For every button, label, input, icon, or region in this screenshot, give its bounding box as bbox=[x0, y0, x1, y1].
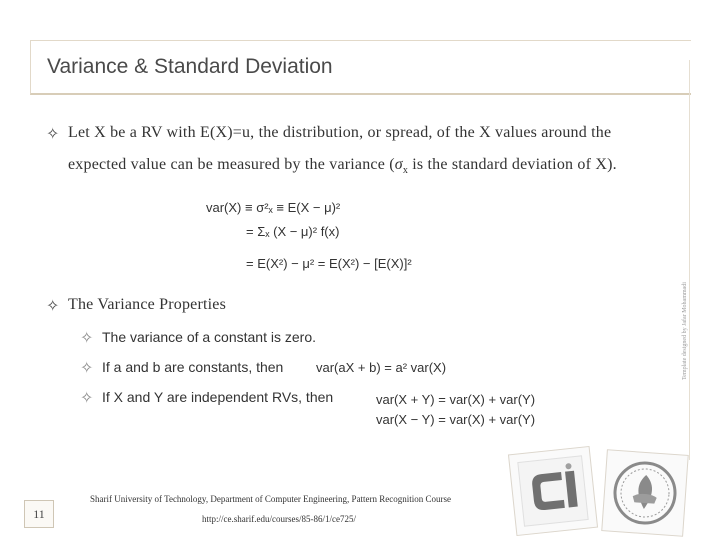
star-bullet-icon: ✧ bbox=[46, 298, 60, 315]
bullet1-line2 bbox=[68, 156, 617, 176]
title-bar bbox=[30, 40, 691, 95]
page-number: 11 bbox=[24, 500, 54, 528]
side-credit: Template designed by Jafar Mohammadi bbox=[682, 282, 688, 380]
variance-properties-heading: The Variance Properties bbox=[68, 296, 227, 313]
page-title: Variance & Standard Deviation bbox=[47, 55, 333, 78]
footer-course-info: Sharif University of Technology, Department of Computer Engineering, Pattern Recognition Course bbox=[90, 494, 452, 504]
side-divider bbox=[689, 60, 690, 460]
university-emblem bbox=[601, 449, 689, 537]
bullet1-line2-start: expected value can be measured by the variance ( bbox=[68, 156, 395, 173]
property-constant: The variance of a constant is zero. bbox=[102, 329, 316, 345]
variance-formula-line1: var(X) ≡ σ²ₓ ≡ E(X − μ)² bbox=[206, 200, 341, 215]
variance-formula-line2: = Σₓ (X − μ)² f(x) bbox=[246, 224, 340, 239]
bullet1-line1: Let X be a RV with E(X)=u, the distribution, or spread, of the X values around the bbox=[68, 124, 612, 141]
property-independent-formula-diff: var(X − Y) = var(X) + var(Y) bbox=[376, 412, 536, 427]
ci-logo bbox=[508, 446, 598, 536]
property-linear-text: If a and b are constants, then bbox=[102, 359, 284, 375]
property-linear-formula: var(aX + b) = a² var(X) bbox=[316, 360, 447, 375]
star-bullet-icon: ✧ bbox=[46, 126, 60, 143]
bullet1-line2-end: is the standard deviation of X). bbox=[408, 156, 617, 173]
star-bullet-icon: ✧ bbox=[80, 330, 94, 347]
footer-url: http://ce.sharif.edu/courses/85-86/1/ce725/ bbox=[202, 514, 356, 524]
variance-formula-line3: = E(X²) − μ² = E(X²) − [E(X)]² bbox=[246, 256, 412, 271]
star-bullet-icon: ✧ bbox=[80, 390, 94, 407]
star-bullet-icon: ✧ bbox=[80, 360, 94, 377]
sigma-symbol: σ bbox=[394, 156, 403, 173]
sigma-subscript: x bbox=[402, 165, 409, 176]
property-independent-text: If X and Y are independent RVs, then bbox=[102, 389, 334, 405]
property-independent-formula-sum: var(X + Y) = var(X) + var(Y) bbox=[376, 392, 536, 407]
